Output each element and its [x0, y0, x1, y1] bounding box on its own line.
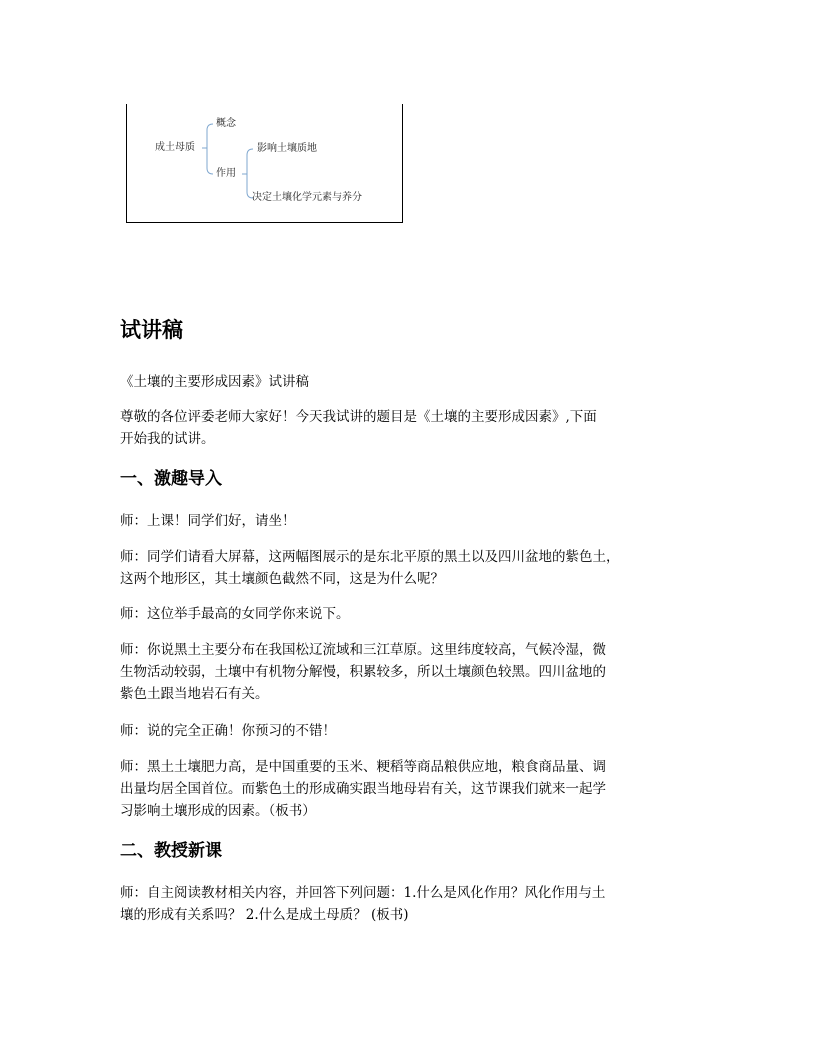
diagram-concept-label: 概念 [216, 118, 236, 129]
section1-paragraph-2 [120, 546, 710, 590]
text-line: 师：说的完全正确！你预习的不错！ [120, 723, 336, 739]
section2-paragraph-1 [120, 882, 710, 926]
section-heading-intro: 一、激趣导入 [120, 469, 222, 489]
section1-paragraph-5 [120, 720, 710, 742]
bracket-main [207, 124, 213, 174]
text-line: 师：你说黑土主要分布在我国松辽流域和三江草原。这里纬度较高，气候冷湿，微 [120, 642, 606, 658]
document-subtitle [120, 371, 710, 393]
diagram-root-label: 成土母质 [155, 142, 195, 153]
mind-map-connectors [127, 104, 404, 223]
text-line: 尊敬的各位评委老师大家好！今天我试讲的题目是《土壤的主要形成因素》,下面 [120, 409, 597, 425]
section1-paragraph-3 [120, 603, 710, 625]
diagram-leaf-nutrients-label: 决定土壤化学元素与养分 [252, 192, 362, 203]
text-line: 开始我的试讲。 [120, 431, 215, 447]
text-line: 壤的形成有关系吗？ 2.什么是成土母质？ (板书) [120, 907, 409, 923]
intro-paragraph [120, 406, 710, 450]
text-line: 师：上课！同学们好，请坐！ [120, 513, 296, 529]
text-line: 生物活动较弱，土壤中有机物分解慢，积累较多，所以土壤颜色较黑。四川盆地的 [120, 664, 606, 680]
bracket-function [247, 149, 253, 198]
document-title: 试讲稿 [120, 318, 183, 342]
section-heading-new-lesson: 二、教授新课 [120, 841, 222, 861]
subtitle-text: 《土壤的主要形成因素》试讲稿 [120, 374, 309, 390]
text-line: 出量均居全国首位。而紫色土的形成确实跟当地母岩有关，这节课我们就来一起学 [120, 781, 606, 797]
text-line: 师：黑土土壤肥力高，是中国重要的玉米、粳稻等商品粮供应地，粮食商品量、调 [120, 759, 606, 775]
text-line: 这两个地形区，其土壤颜色截然不同，这是为什么呢？ [120, 571, 444, 587]
text-line: 习影响土壤形成的因素。（板书） [120, 803, 316, 819]
diagram-function-label: 作用 [216, 168, 236, 179]
section1-paragraph-1 [120, 510, 710, 532]
mind-map-diagram [126, 104, 403, 223]
text-line: 紫色土跟当地岩石有关。 [120, 686, 269, 702]
diagram-leaf-texture-label: 影响土壤质地 [257, 143, 317, 154]
text-line: 师：同学们请看大屏幕，这两幅图展示的是东北平原的黑土以及四川盆地的紫色土， [120, 549, 620, 565]
text-line: 师：自主阅读教材相关内容，并回答下列问题：1.什么是风化作用？风化作用与土 [120, 885, 606, 901]
section1-paragraph-6 [120, 756, 710, 822]
text-line: 师：这位举手最高的女同学你来说下。 [120, 606, 350, 622]
section1-paragraph-4 [120, 639, 710, 705]
